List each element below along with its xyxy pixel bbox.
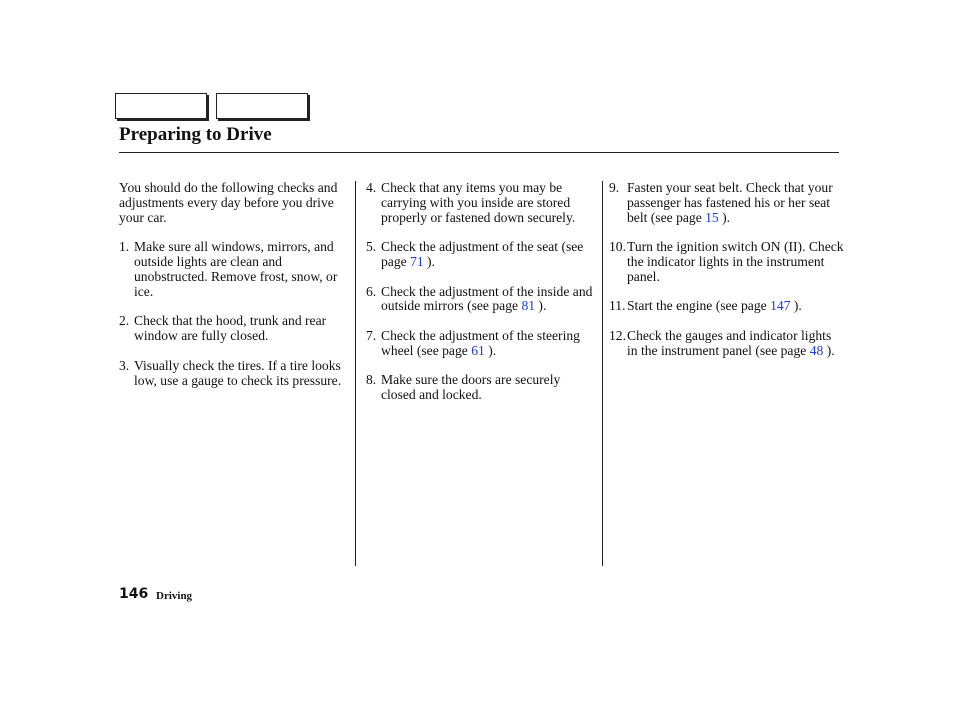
intro-paragraph: You should do the following checks and adjustments every day before you drive your car. [119,180,338,225]
item-text [381,240,596,270]
column-divider-1 [355,181,356,566]
item-number: 6. [366,283,377,299]
list-item [366,329,596,359]
page-link-81[interactable]: 81 [521,298,536,314]
page-link-147[interactable]: 147 [770,298,791,314]
item-number: 11. [609,298,626,314]
list-item [119,359,349,389]
page-title: Preparing to Drive [119,124,272,145]
item-text-post: ). [790,298,802,314]
item-number: 7. [366,327,377,343]
item-text [627,181,845,226]
item-number: 8. [366,372,377,388]
item-text [627,299,845,314]
item-text-pre: Check the gauges and indicator lights in the instrument panel (see page [627,327,832,358]
item-number: 4. [366,180,377,195]
item-text-post: ). [823,342,835,358]
item-number: 2. [119,313,130,329]
item-text: Check that any items you may be carrying with you inside are stored properly or fastened down securely. [381,180,576,225]
item-text: Check that the hood, trunk and rear window are fully closed. [134,313,327,344]
list-item [609,240,845,285]
list-item [609,299,845,314]
item-text-post: ). [718,209,731,225]
column-2 [366,181,596,417]
item-text-post: ). [484,342,497,358]
item-text [381,329,596,359]
page-link-61[interactable]: 61 [471,342,485,358]
item-text: Turn the ignition switch ON (II). Check the indicator lights in the instrument panel. [627,239,844,285]
item-text-pre: Fasten your seat belt. Check that your passenger has fastened his or her seat belt (see page [627,180,833,225]
item-text: Make sure the doors are securely closed and locked. [381,372,561,403]
item-number: 9. [609,180,620,195]
list-item [366,373,596,403]
page-link-15[interactable]: 15 [705,209,719,225]
column-divider-2 [602,181,603,566]
nav-button-previous[interactable] [115,93,207,119]
item-text: Make sure all windows, mirrors, and outside lights are clean and unobstructed. Remove frost, snow, or ice. [134,239,338,299]
item-text [381,285,596,315]
page-link-71[interactable]: 71 [410,254,424,270]
section-name: Driving [156,590,193,602]
item-text: Visually check the tires. If a tire looks low, use a gauge to check its pressure. [134,357,342,388]
item-text-pre: Check the adjustment of the inside and outside mirrors (see page [381,283,593,314]
item-number: 1. [119,239,130,255]
item-number: 5. [366,239,377,255]
item-number: 10. [609,239,626,255]
list-item [609,181,845,226]
page-link-48[interactable]: 48 [809,342,824,358]
list-item [366,285,596,315]
item-text-post: ). [423,254,435,270]
list-item [119,240,349,300]
column-3 [609,181,845,373]
item-text-pre: Start the engine (see page [627,298,771,314]
item-text-pre: Check the adjustment of the seat (see page [381,239,584,270]
nav-button-next[interactable] [216,93,308,119]
page-number: 146 [119,586,149,602]
list-item [366,240,596,270]
column-1 [119,181,349,403]
item-text [627,329,845,359]
list-item [609,329,845,359]
list-item [119,314,349,344]
item-text-pre: Check the adjustment of the steering wheel (see page [381,327,580,358]
item-text-post: ). [535,298,547,314]
list-item [366,181,596,226]
item-number: 3. [119,357,130,373]
title-rule [119,152,839,153]
item-number: 12. [609,327,626,343]
